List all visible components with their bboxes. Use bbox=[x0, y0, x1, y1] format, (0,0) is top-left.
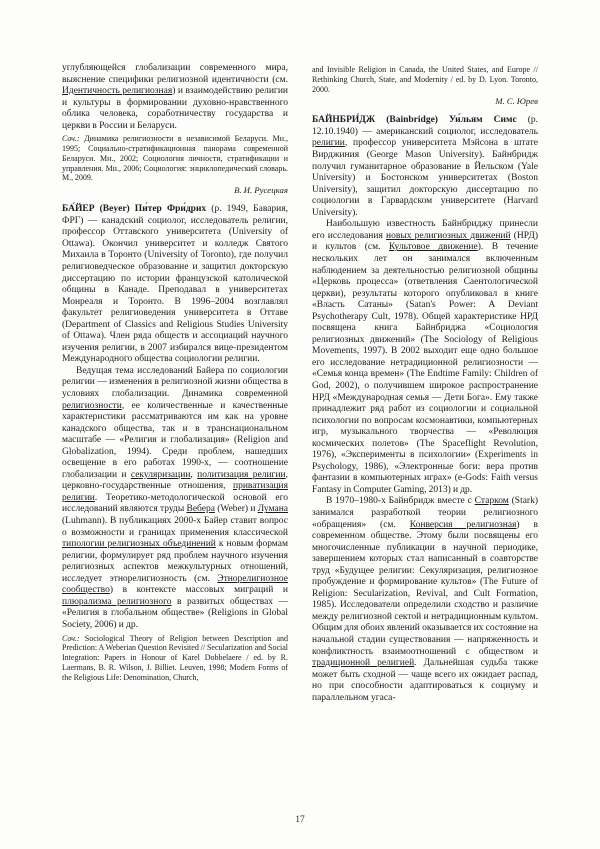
cross-reference: Конверсия религиозная bbox=[409, 519, 517, 530]
cross-reference: Старком bbox=[474, 496, 509, 507]
continuation-paragraph bbox=[62, 63, 288, 132]
cross-reference: Вебера bbox=[186, 504, 215, 515]
works-list-continuation bbox=[312, 65, 538, 94]
text-run: Соч.: bbox=[62, 633, 80, 643]
left-column bbox=[62, 63, 288, 801]
two-column-text-area bbox=[62, 63, 538, 801]
text-run: Наибольшую известность Байнбриджу принесли его исследования bbox=[312, 219, 538, 241]
text-run: , ее количественные и качественные характеристики рассматриваются им как на уровне канадского общества, так и в транснациональном масштабе — «Религия и глобализация» (Religion and Globalization, 1994). Среди проблем, нашедших освещение в его работах 1990-х, — соотношение глобализации и bbox=[62, 400, 288, 480]
cross-reference: Культовое движение bbox=[388, 242, 478, 253]
text-run: , bbox=[190, 469, 198, 480]
cross-reference: новых религиозных движений bbox=[386, 230, 511, 241]
cross-reference: Этнорелигиозное сообщество bbox=[62, 573, 288, 596]
text-run: (Weber) и bbox=[214, 504, 258, 515]
text-run: углубляющейся глобализации современного мира, выяснение специфики религиозной идентичности (см. bbox=[62, 63, 288, 85]
text-run: , профессор университета Мэйсона в штате Вирджиния (George Mason University). Байнбридж получил гуманитарное образование в Йельском (Yale University) и Бостонском университетах (Boston University), защитил докторскую диссертацию по социологии в Гарвардском университете (Harvard University). bbox=[312, 138, 538, 218]
text-run: БАЙНБРИ́ДЖ (Bainbridge) Уи́льям Симс bbox=[312, 115, 517, 126]
text-run: (р. 12.10.1940) — американский социолог, исследователь bbox=[312, 115, 538, 137]
cross-reference: плюрализма религиозного bbox=[62, 596, 172, 607]
text-run: М. С. Юрев bbox=[495, 96, 538, 107]
cross-reference: Лумана bbox=[257, 504, 288, 515]
text-run: Соч.: bbox=[62, 134, 80, 144]
text-run: ). В течение нескольких лет он занимался включенным наблюдением за деятельностью религиозной общины «Церковь процесса» (ответвления Саентологической церкви), результаты которого опубликовал в книге «Власть Сатаны» (Satan's Power: A Deviant Psychotherapy Cult, 1978). Общей характеристике НРД посвящена книга Байнбриджа «Социология религиозных движений» (The Sociology of Religious Movements, 1997). В 2002 выходит еще одно большое его исследование нетрадиционной религиозности — «Семья конца времен» (The Endtime Family: Children of God, 2002), о получившем широкое распространение НРД «Международная семья — Дети Бога». Ему также принадлежит ряд работ из социологии и социальной психологии по вопросам космонавтики, компьютерных игр, музыкального творчества — «Революция космических полетов» (The Spaceflight Revolution, 1976), «Эксперименты в психологии» (Experiments in Psychology, 1986), «Электронные боги: вера против фантазии в компьютерных играх» (e-Gods: Faith versus Fantasy in Computer Gaming, 2013) и др. bbox=[312, 242, 538, 495]
cross-reference: типологии религиозных объединений bbox=[62, 539, 216, 550]
cross-reference: секуляризации bbox=[130, 469, 191, 480]
works-list bbox=[62, 634, 288, 683]
text-run: (Stark) занимался разработкой теории религиозного «обращения» (см. bbox=[312, 496, 538, 530]
cross-reference: Идентичность религиозная bbox=[62, 86, 173, 97]
works-list bbox=[62, 134, 288, 183]
text-run: and Invisible Religion in Canada, the United States, and Europe // Rethinking Church, State, and Modernity / ed. by D. Lyon. Toronto, 2000. bbox=[312, 65, 538, 94]
text-run: . Дальнейшая судьба также может быть сходной — чаще всего их ожидает распад, но при способности адаптироваться к социуму и параллельном угаса- bbox=[312, 658, 538, 703]
page-number: 17 bbox=[295, 815, 305, 825]
cross-reference: политизация религии bbox=[197, 469, 286, 480]
cross-reference: религиозности bbox=[62, 400, 122, 411]
cross-reference: традиционной религией bbox=[312, 658, 415, 669]
entry-bayer bbox=[62, 204, 288, 366]
cross-reference: религии bbox=[312, 138, 345, 149]
text-run: (Luhmann). В публикациях 2000-х Байер ставит вопрос о возможности и границах применения классической bbox=[62, 516, 288, 538]
text-run: В. И. Русецкая bbox=[234, 185, 288, 196]
author-signature bbox=[312, 95, 538, 108]
text-run: . Теоретико-методологической основой его исследований являются труды bbox=[62, 492, 288, 515]
entry-bayer-paragraph bbox=[62, 366, 288, 632]
right-column bbox=[312, 63, 538, 801]
text-run: ) в контексте массовых миграций и bbox=[109, 585, 288, 596]
entry-bainbridge-paragraph bbox=[312, 496, 538, 704]
text-run: Динамика религиозности в независимой Беларуси. Мн., 1995; Социально-стратификационная панорама современной Беларуси. Мн., 2002; Социология личности, стратификации и управления. Мн., 2006; Социология: энциклопедический словарь. М., 2009. bbox=[62, 134, 288, 183]
text-run: в развитых обществах — «Религия в глобальном обществе» (Religions in Global Society, 2006) и др. bbox=[62, 596, 288, 630]
author-signature bbox=[62, 184, 288, 197]
text-run: (НРД) и культов (см. bbox=[312, 230, 538, 253]
text-run: Ведущая тема исследований Байера по социологии религии — изменения в религиозной жизни общества в условиях глобализации. Динамика современной bbox=[62, 365, 288, 400]
text-run: (р. 1949, Бавария, ФРГ) — канадский социолог, исследователь религии, профессор Оттавского университета (University of Ottawa). Окончил университет и колледж Святого Михаила в Торонто (University of Toronto), где получил религиоведческое образование и защитил докторскую диссертацию по истории французской католической общины в Канаде. Преподавал в университетах Монреаля и Торонто. В 1996–2004 возглавлял факультет религиоведения университета в Оттаве (Department of Classics and Religious Studies University of Ottawa). Член ряда обществ и ассоциаций научного изучения религии, в 2007 избирался вице-президентом Международного общества социологии религии. bbox=[62, 204, 288, 365]
entry-bainbridge-paragraph bbox=[312, 219, 538, 496]
entry-bainbridge bbox=[312, 115, 538, 219]
text-run: В 1970–1980-х Байнбридж вместе с bbox=[326, 496, 475, 507]
text-run: БА́ЙЕР (Beyer) Пи́тер Фри́дрих bbox=[62, 204, 207, 215]
text-run: , церковно-государственные отношения, bbox=[62, 469, 288, 492]
text-run: к новым формам религии, формулирует ряд проблем научного изучения религиозных аспектов межкультурных отношений, исследует этнорелигиозность (см. bbox=[62, 539, 288, 584]
cross-reference: приватизация религии bbox=[62, 481, 288, 503]
text-run: ) и взаимодействию религии и культуры в формировании духовно-нравственного облика человека, соработничеству государства и церкви в России и Беларуси. bbox=[62, 86, 288, 131]
text-run: Sociological Theory of Religion between Description and Prediction: A Weberian Question Revisited // Secularization and Social Integration: Papers in Honour of Karel Dobbelaere / ed. by R. Laermans, B. R. Wilson, J. Billiet. Leuven, 1998; Modern Forms of the Religious Life: Denomination, Church, bbox=[62, 633, 288, 682]
text-run: ) в современном обществе. Этому были посвящены его многочисленные публикации в научной периодике, завершением которых стал написанный в соавторстве труд «Будущее религии: Секуляризация, религиозное пробуждение и формирование культов» (The Future of Religion: Secularization, Revival, and Cult Formation, 1985). Исследователи определили сходство и различие между религиозной сектой и нетрадиционным культом. Общим для обоих явлений оказывается их состояние на начальной стадии существования — напряженность и конфликтность взаимоотношений с обществом и bbox=[312, 519, 538, 657]
